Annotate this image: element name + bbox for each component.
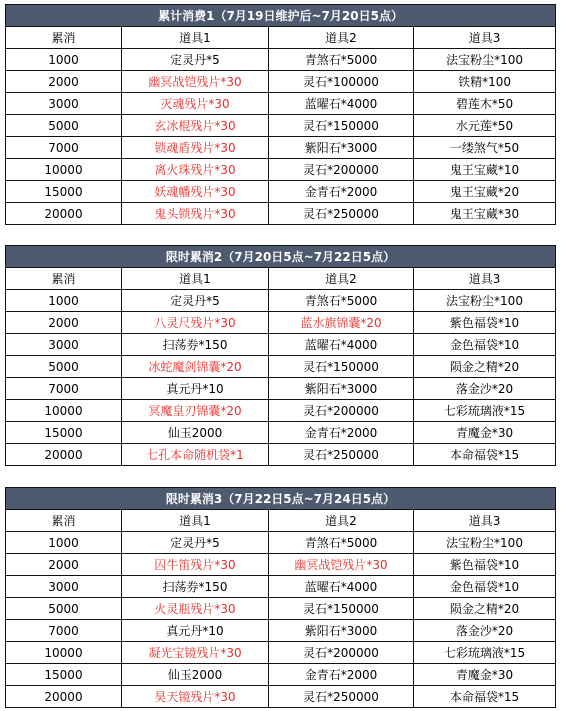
cell-amount: 3000 [6, 334, 122, 356]
cell-item3: 青魔金*30 [414, 422, 556, 444]
cell-item2: 紫阳石*3000 [269, 137, 414, 159]
cell-item1: 扫荡券*150 [122, 334, 269, 356]
table-row [6, 422, 556, 444]
cell-amount: 7000 [6, 620, 122, 642]
cell-amount: 1000 [6, 49, 122, 71]
cell-item1: 昊天镜残片*30 [122, 686, 269, 708]
cell-amount: 5000 [6, 115, 122, 137]
cell-item1: 仙玉2000 [122, 422, 269, 444]
header-amount: 累消 [6, 510, 122, 532]
header-item1: 道具1 [122, 510, 269, 532]
cell-item2: 灵石*200000 [269, 642, 414, 664]
table-row [6, 554, 556, 576]
cell-item1: 冰蛇魔剑锦囊*20 [122, 356, 269, 378]
cell-item2: 金青石*2000 [269, 664, 414, 686]
cell-item2: 蓝曜石*4000 [269, 576, 414, 598]
table-title: 限时累消2（7月20日5点~7月22日5点） [6, 246, 556, 268]
cell-item2: 紫阳石*3000 [269, 378, 414, 400]
cell-item1: 定灵丹*5 [122, 290, 269, 312]
header-item2: 道具2 [269, 510, 414, 532]
table-row [6, 356, 556, 378]
header-row [6, 268, 556, 290]
cell-item2: 灵石*250000 [269, 686, 414, 708]
table-row [6, 620, 556, 642]
cell-item1: 冥魔皇刃锦囊*20 [122, 400, 269, 422]
cell-item2: 蓝曜石*4000 [269, 334, 414, 356]
cell-item3: 鬼王宝藏*10 [414, 159, 556, 181]
cell-item3: 落金沙*20 [414, 620, 556, 642]
cell-amount: 2000 [6, 71, 122, 93]
cell-amount: 7000 [6, 378, 122, 400]
cell-item1: 定灵丹*5 [122, 49, 269, 71]
cell-amount: 2000 [6, 312, 122, 334]
table-title: 累计消费1（7月19日维护后~7月20日5点） [6, 5, 556, 27]
cell-amount: 7000 [6, 137, 122, 159]
header-item1: 道具1 [122, 27, 269, 49]
cell-item1: 鬼头锁残片*30 [122, 203, 269, 225]
cell-item3: 金色福袋*10 [414, 334, 556, 356]
cell-item3: 青魔金*30 [414, 664, 556, 686]
cell-amount: 20000 [6, 203, 122, 225]
cell-item1: 八灵尺残片*30 [122, 312, 269, 334]
cell-item3: 金色福袋*10 [414, 576, 556, 598]
cell-item3: 水元莲*50 [414, 115, 556, 137]
table-row [6, 334, 556, 356]
cell-amount: 20000 [6, 686, 122, 708]
table-row [6, 532, 556, 554]
cell-item3: 鬼王宝藏*20 [414, 181, 556, 203]
cell-item3: 铁精*100 [414, 71, 556, 93]
header-item3: 道具3 [414, 510, 556, 532]
cell-amount: 5000 [6, 356, 122, 378]
table-row [6, 400, 556, 422]
cell-item3: 法宝粉尘*100 [414, 290, 556, 312]
cell-item3: 一缕煞气*50 [414, 137, 556, 159]
cell-item2: 灵石*250000 [269, 203, 414, 225]
cell-item1: 扫荡券*150 [122, 576, 269, 598]
table-row [6, 181, 556, 203]
cell-item3: 紫色福袋*10 [414, 554, 556, 576]
cell-item1: 凝光宝镜残片*30 [122, 642, 269, 664]
cell-amount: 10000 [6, 159, 122, 181]
cell-item2: 灵石*200000 [269, 400, 414, 422]
cell-item3: 本命福袋*15 [414, 444, 556, 466]
cell-item3: 七彩琉璃液*15 [414, 642, 556, 664]
cell-item1: 离火珠残片*30 [122, 159, 269, 181]
table-row [6, 137, 556, 159]
cell-item1: 定灵丹*5 [122, 532, 269, 554]
cell-item2: 青煞石*5000 [269, 532, 414, 554]
cell-amount: 5000 [6, 598, 122, 620]
cell-item1: 灭魂残片*30 [122, 93, 269, 115]
table-row [6, 203, 556, 225]
reward-table [5, 245, 556, 466]
header-row [6, 27, 556, 49]
table-row [6, 598, 556, 620]
cell-item2: 灵石*150000 [269, 356, 414, 378]
table-row [6, 378, 556, 400]
cell-amount: 10000 [6, 642, 122, 664]
table-title: 限时累消3（7月22日5点~7月24日5点） [6, 488, 556, 510]
cell-item2: 蓝水旗锦囊*20 [269, 312, 414, 334]
cell-amount: 15000 [6, 181, 122, 203]
header-row [6, 510, 556, 532]
cell-item2: 蓝曜石*4000 [269, 93, 414, 115]
cell-item3: 法宝粉尘*100 [414, 49, 556, 71]
header-item2: 道具2 [269, 27, 414, 49]
header-item2: 道具2 [269, 268, 414, 290]
cell-item1: 真元丹*10 [122, 378, 269, 400]
table-row [6, 115, 556, 137]
cell-item3: 紫色福袋*10 [414, 312, 556, 334]
table-row [6, 159, 556, 181]
cell-item3: 落金沙*20 [414, 378, 556, 400]
cell-item2: 金青石*2000 [269, 181, 414, 203]
cell-item3: 七彩琉璃液*15 [414, 400, 556, 422]
header-item1: 道具1 [122, 268, 269, 290]
reward-table [5, 487, 556, 708]
table-row [6, 49, 556, 71]
cell-amount: 15000 [6, 664, 122, 686]
table-row [6, 664, 556, 686]
cell-item3: 法宝粉尘*100 [414, 532, 556, 554]
cell-item2: 灵石*200000 [269, 159, 414, 181]
cell-item2: 灵石*100000 [269, 71, 414, 93]
cell-item2: 灵石*150000 [269, 115, 414, 137]
header-item3: 道具3 [414, 27, 556, 49]
reward-table-3 [5, 487, 555, 708]
cell-item3: 本命福袋*15 [414, 686, 556, 708]
table-row [6, 444, 556, 466]
cell-amount: 1000 [6, 532, 122, 554]
table-row [6, 642, 556, 664]
cell-amount: 10000 [6, 400, 122, 422]
cell-amount: 15000 [6, 422, 122, 444]
cell-item1: 七孔本命随机袋*1 [122, 444, 269, 466]
cell-item2: 金青石*2000 [269, 422, 414, 444]
reward-table-1 [5, 4, 555, 225]
cell-item3: 陨金之精*20 [414, 598, 556, 620]
cell-item1: 玄冰棍残片*30 [122, 115, 269, 137]
cell-item1: 真元丹*10 [122, 620, 269, 642]
cell-item3: 鬼王宝藏*30 [414, 203, 556, 225]
cell-item1: 火灵瓶残片*30 [122, 598, 269, 620]
cell-amount: 3000 [6, 576, 122, 598]
cell-item1: 仙玉2000 [122, 664, 269, 686]
table-row [6, 576, 556, 598]
cell-item3: 碧莲木*50 [414, 93, 556, 115]
cell-item2: 灵石*250000 [269, 444, 414, 466]
cell-amount: 20000 [6, 444, 122, 466]
cell-item1: 囚牛笛残片*30 [122, 554, 269, 576]
cell-item2: 幽冥战铠残片*30 [269, 554, 414, 576]
header-item3: 道具3 [414, 268, 556, 290]
cell-item3: 陨金之精*20 [414, 356, 556, 378]
cell-item1: 幽冥战铠残片*30 [122, 71, 269, 93]
reward-table-2 [5, 245, 555, 466]
cell-amount: 1000 [6, 290, 122, 312]
cell-item2: 青煞石*5000 [269, 290, 414, 312]
table-row [6, 312, 556, 334]
header-amount: 累消 [6, 268, 122, 290]
cell-amount: 3000 [6, 93, 122, 115]
table-row [6, 93, 556, 115]
table-row [6, 686, 556, 708]
cell-item1: 妖魂幡残片*30 [122, 181, 269, 203]
header-amount: 累消 [6, 27, 122, 49]
cell-item2: 紫阳石*3000 [269, 620, 414, 642]
cell-item1: 锁魂盾残片*30 [122, 137, 269, 159]
table-row [6, 71, 556, 93]
table-row [6, 290, 556, 312]
cell-item2: 青煞石*5000 [269, 49, 414, 71]
cell-amount: 2000 [6, 554, 122, 576]
reward-table [5, 4, 556, 225]
cell-item2: 灵石*150000 [269, 598, 414, 620]
